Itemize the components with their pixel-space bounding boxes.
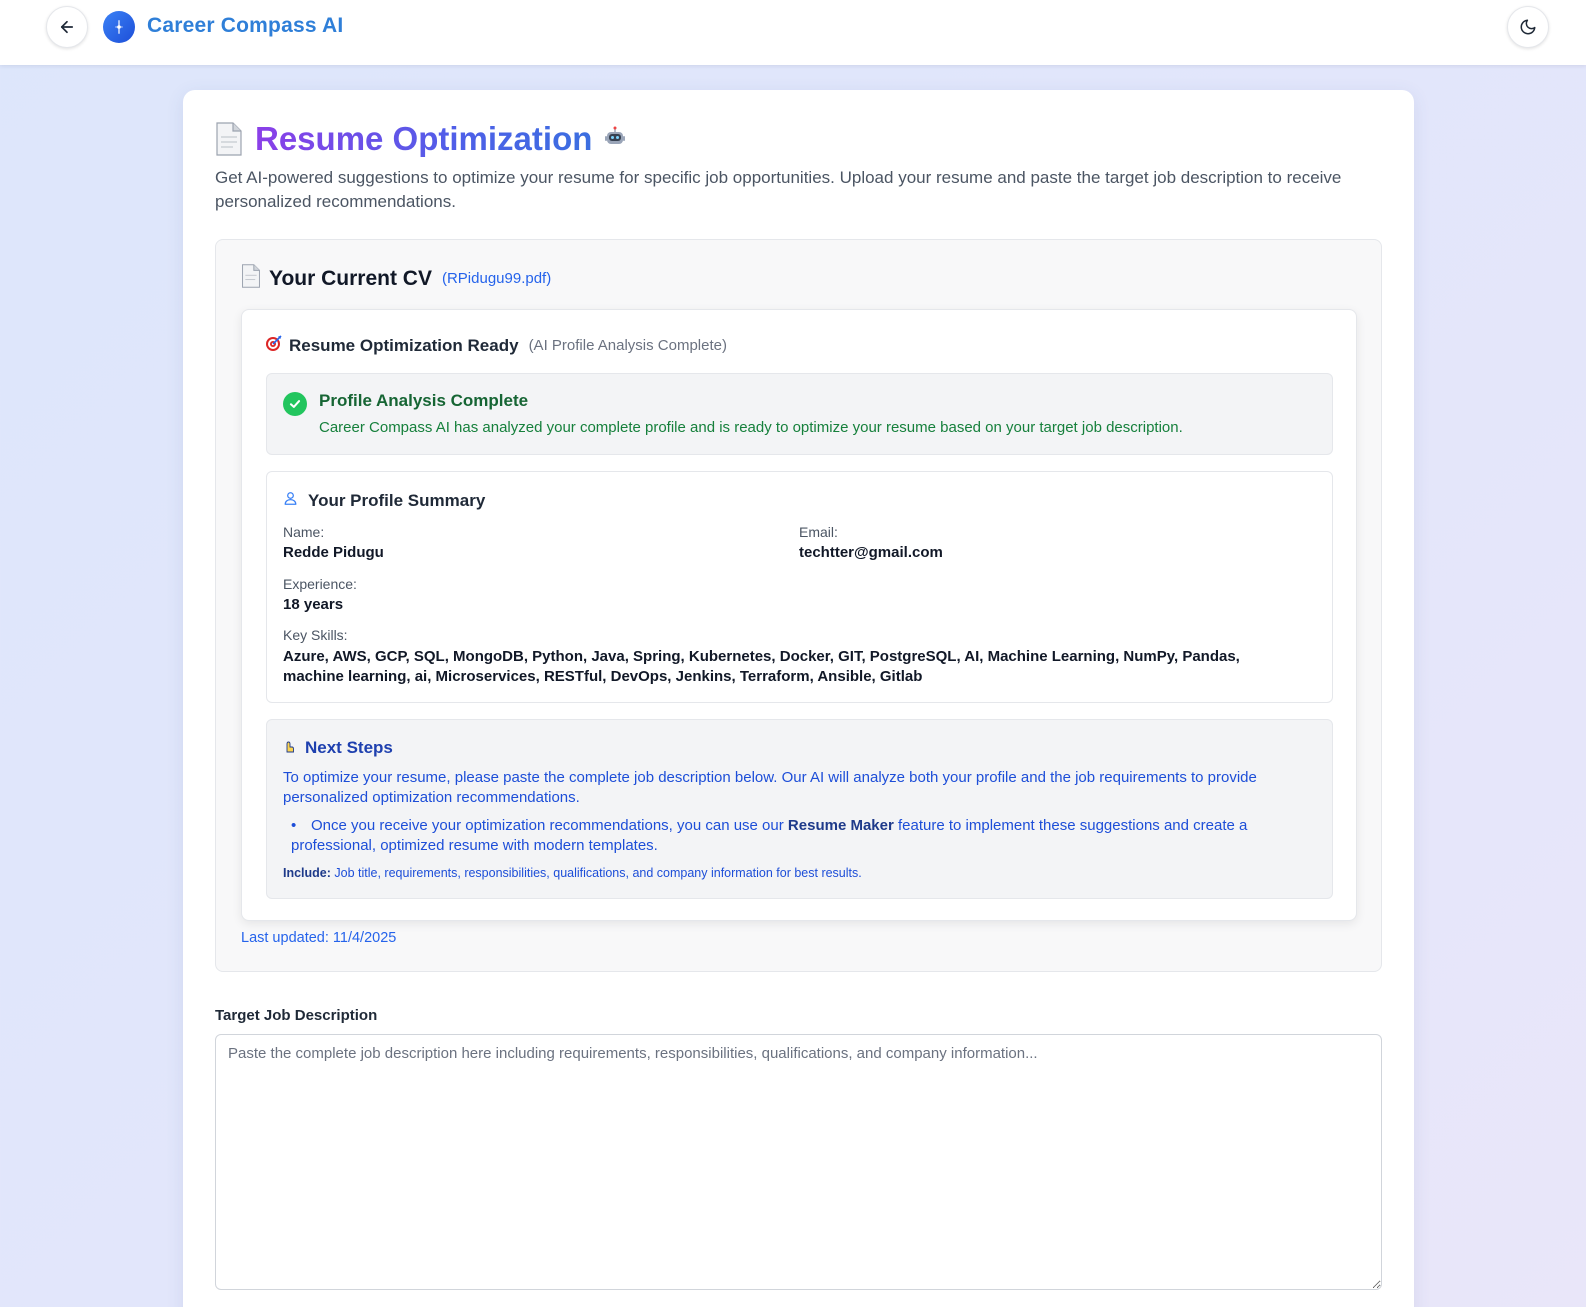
name-value: Redde Pidugu (283, 544, 384, 561)
bullet-text-after: feature to implement these suggestions and create a professional, optimized resume with modern templates. (291, 817, 1248, 854)
robot-icon (604, 126, 626, 153)
email-label: Email: (799, 524, 838, 540)
job-description-label: Target Job Description (215, 1007, 378, 1024)
optimization-ready-card (241, 309, 1357, 921)
page-title: Resume Optimization (255, 120, 593, 157)
page-title-row (215, 120, 626, 158)
document-icon (215, 122, 243, 156)
brand-title[interactable]: Career Compass AI (147, 14, 344, 37)
target-icon (265, 334, 283, 357)
skills-label: Key Skills: (283, 627, 348, 643)
next-steps (266, 719, 1333, 899)
profile-header (283, 490, 485, 511)
document-icon (241, 264, 261, 293)
skills-value: Azure, AWS, GCP, SQL, MongoDB, Python, Java, Spring, Kubernetes, Docker, GIT, PostgreSQL, AI, Machine Learning, NumPy, Pandas, machine learning, ai, Microservices, RESTful, DevOps, Jenkins, Terraform, Ansible, Gitlab (283, 648, 1240, 685)
email-value: techtter@gmail.com (799, 544, 943, 561)
current-cv-panel (215, 239, 1382, 972)
compass-icon (103, 11, 135, 43)
page-intro: Get AI-powered suggestions to optimize your resume for specific job opportunities. Upload your resume and paste the target job description to receive personalized recommendations. (215, 168, 1342, 211)
next-steps-bullet (291, 816, 1321, 856)
analysis-complete-alert (266, 373, 1333, 455)
arrow-left-icon (58, 18, 76, 36)
moon-icon (1519, 18, 1537, 36)
experience-value: 18 years (283, 596, 344, 613)
check-circle-icon (283, 392, 307, 416)
next-steps-title: Next Steps (305, 738, 393, 757)
name-label: Name: (283, 524, 325, 540)
job-description-input[interactable] (215, 1034, 1382, 1290)
top-bar (0, 0, 1586, 65)
experience-label: Experience: (283, 576, 357, 592)
next-steps-text: To optimize your resume, please paste the complete job description below. Our AI will analyze both your profile and the job requirements to provide personalized optimization recommendations. (283, 769, 1257, 806)
profile-title: Your Profile Summary (308, 490, 486, 510)
cv-title: Your Current CV (269, 266, 432, 290)
last-updated: Last updated: 11/4/2025 (241, 930, 397, 946)
cv-file-name[interactable]: (RPidugu99.pdf) (441, 270, 552, 287)
theme-toggle-button[interactable] (1507, 6, 1549, 48)
back-button[interactable] (46, 6, 88, 48)
cv-header (241, 264, 551, 293)
main-card (183, 90, 1414, 1307)
include-text: Job title, requirements, responsibilities, qualifications, and company information for best results. (330, 866, 862, 880)
user-icon (283, 490, 298, 511)
success-text: Career Compass AI has analyzed your complete profile and is ready to optimize your resume based on your target job description. (319, 419, 1183, 436)
next-steps-header (283, 738, 393, 758)
include-label: Include: (283, 866, 331, 880)
ready-row (265, 334, 727, 357)
resume-maker-link[interactable]: Resume Maker (787, 817, 894, 834)
bullet-icon: • (291, 817, 297, 834)
profile-summary (266, 471, 1333, 703)
pointer-icon (283, 739, 295, 758)
include-hint (283, 866, 862, 880)
ready-subtitle: (AI Profile Analysis Complete) (528, 337, 727, 354)
ready-title: Resume Optimization Ready (289, 335, 519, 355)
bullet-text-before: Once you receive your optimization recommendations, you can use our (311, 817, 788, 834)
success-title: Profile Analysis Complete (319, 391, 529, 410)
